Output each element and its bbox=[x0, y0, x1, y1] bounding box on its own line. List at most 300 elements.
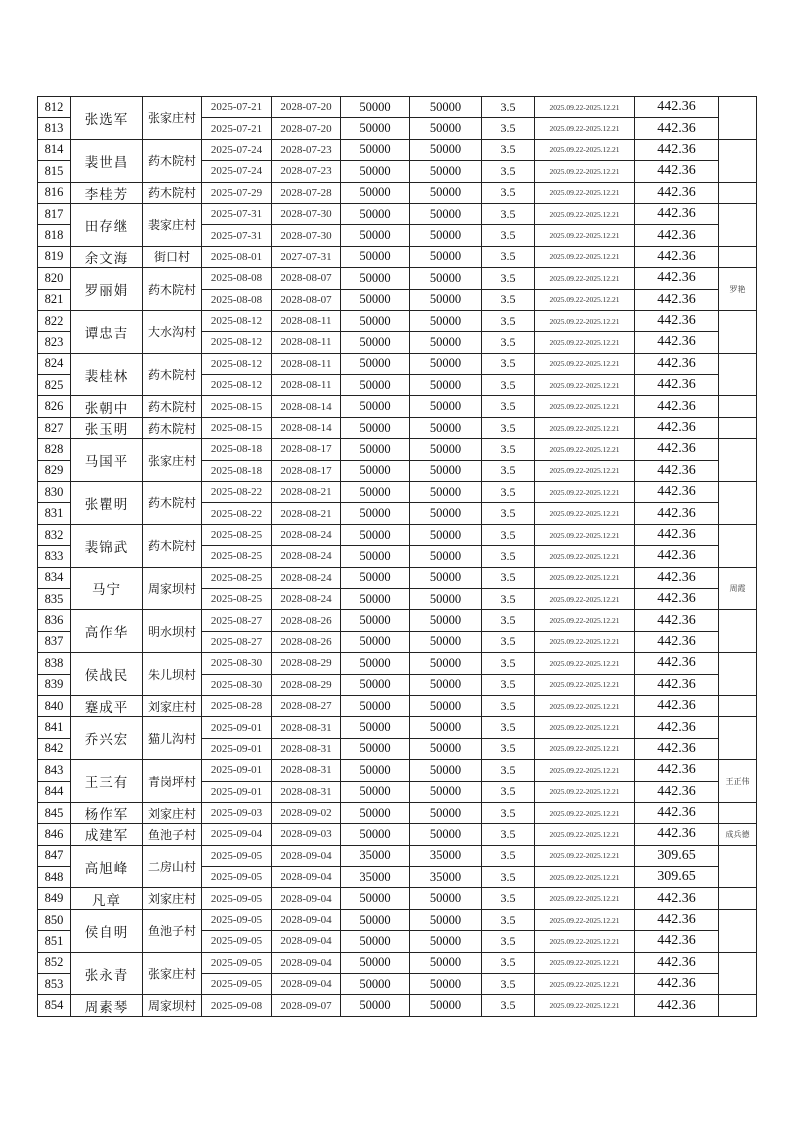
end-date: 2028-08-26 bbox=[272, 631, 341, 652]
village-name: 二房山村 bbox=[143, 845, 202, 888]
end-date: 2028-09-03 bbox=[272, 824, 341, 845]
start-date: 2025-09-01 bbox=[202, 738, 272, 759]
borrower-name: 田存继 bbox=[71, 203, 143, 246]
interest-rate: 3.5 bbox=[482, 717, 535, 738]
interest-period: 2025.09.22-2025.12.21 bbox=[535, 674, 635, 695]
start-date: 2025-09-05 bbox=[202, 909, 272, 930]
end-date: 2028-09-04 bbox=[272, 845, 341, 866]
interest-period: 2025.09.22-2025.12.21 bbox=[535, 631, 635, 652]
loan-amount: 50000 bbox=[341, 888, 410, 909]
loan-amount: 35000 bbox=[341, 845, 410, 866]
interest-rate: 3.5 bbox=[482, 482, 535, 503]
borrower-name: 周素琴 bbox=[71, 995, 143, 1016]
remark-note bbox=[719, 310, 757, 353]
interest-rate: 3.5 bbox=[482, 631, 535, 652]
loan-amount: 50000 bbox=[341, 717, 410, 738]
loan-amount: 50000 bbox=[341, 909, 410, 930]
table-row bbox=[38, 952, 757, 973]
interest-period: 2025.09.22-2025.12.21 bbox=[535, 268, 635, 289]
loan-amount: 50000 bbox=[341, 417, 410, 438]
loan-balance: 50000 bbox=[410, 760, 482, 781]
interest-rate: 3.5 bbox=[482, 588, 535, 609]
loan-amount: 50000 bbox=[341, 246, 410, 267]
row-number: 842 bbox=[38, 738, 71, 759]
interest-period: 2025.09.22-2025.12.21 bbox=[535, 482, 635, 503]
table-row bbox=[38, 246, 757, 267]
start-date: 2025-09-05 bbox=[202, 845, 272, 866]
interest-period: 2025.09.22-2025.12.21 bbox=[535, 439, 635, 460]
end-date: 2028-08-31 bbox=[272, 717, 341, 738]
loan-balance: 50000 bbox=[410, 524, 482, 545]
interest-amount: 442.36 bbox=[635, 674, 719, 695]
interest-amount: 442.36 bbox=[635, 781, 719, 802]
interest-period: 2025.09.22-2025.12.21 bbox=[535, 824, 635, 845]
borrower-name: 裴桂林 bbox=[71, 353, 143, 396]
start-date: 2025-08-22 bbox=[202, 503, 272, 524]
loan-amount: 50000 bbox=[341, 695, 410, 716]
start-date: 2025-09-05 bbox=[202, 867, 272, 888]
loan-balance: 50000 bbox=[410, 610, 482, 631]
interest-period: 2025.09.22-2025.12.21 bbox=[535, 867, 635, 888]
interest-amount: 442.36 bbox=[635, 738, 719, 759]
borrower-name: 罗丽娟 bbox=[71, 268, 143, 311]
start-date: 2025-09-01 bbox=[202, 760, 272, 781]
loan-amount: 50000 bbox=[341, 995, 410, 1016]
village-name: 青岗坪村 bbox=[143, 760, 202, 803]
loan-balance: 50000 bbox=[410, 310, 482, 331]
interest-rate: 3.5 bbox=[482, 268, 535, 289]
interest-period: 2025.09.22-2025.12.21 bbox=[535, 289, 635, 310]
row-number: 829 bbox=[38, 460, 71, 481]
start-date: 2025-08-08 bbox=[202, 289, 272, 310]
interest-amount: 442.36 bbox=[635, 610, 719, 631]
village-name: 药木院村 bbox=[143, 268, 202, 311]
end-date: 2028-08-26 bbox=[272, 610, 341, 631]
row-number: 851 bbox=[38, 931, 71, 952]
interest-rate: 3.5 bbox=[482, 332, 535, 353]
interest-period: 2025.09.22-2025.12.21 bbox=[535, 931, 635, 952]
row-number: 839 bbox=[38, 674, 71, 695]
table-row bbox=[38, 909, 757, 930]
end-date: 2028-08-29 bbox=[272, 653, 341, 674]
borrower-name: 李桂芳 bbox=[71, 182, 143, 203]
loan-amount: 50000 bbox=[341, 289, 410, 310]
interest-period: 2025.09.22-2025.12.21 bbox=[535, 995, 635, 1016]
village-name: 刘家庄村 bbox=[143, 695, 202, 716]
loan-balance: 50000 bbox=[410, 588, 482, 609]
borrower-name: 张永青 bbox=[71, 952, 143, 995]
row-number: 817 bbox=[38, 203, 71, 224]
village-name: 周家坝村 bbox=[143, 567, 202, 610]
interest-amount: 442.36 bbox=[635, 225, 719, 246]
interest-period: 2025.09.22-2025.12.21 bbox=[535, 717, 635, 738]
row-number: 852 bbox=[38, 952, 71, 973]
interest-period: 2025.09.22-2025.12.21 bbox=[535, 246, 635, 267]
interest-period: 2025.09.22-2025.12.21 bbox=[535, 974, 635, 995]
loan-amount: 50000 bbox=[341, 332, 410, 353]
end-date: 2028-09-04 bbox=[272, 952, 341, 973]
village-name: 裴家庄村 bbox=[143, 203, 202, 246]
end-date: 2028-08-31 bbox=[272, 781, 341, 802]
start-date: 2025-08-22 bbox=[202, 482, 272, 503]
table-row bbox=[38, 482, 757, 503]
borrower-name: 乔兴宏 bbox=[71, 717, 143, 760]
loan-balance: 50000 bbox=[410, 268, 482, 289]
end-date: 2028-08-24 bbox=[272, 524, 341, 545]
borrower-name: 蹇成平 bbox=[71, 695, 143, 716]
interest-amount: 442.36 bbox=[635, 952, 719, 973]
row-number: 813 bbox=[38, 118, 71, 139]
interest-amount: 442.36 bbox=[635, 353, 719, 374]
table-row bbox=[38, 845, 757, 866]
village-name: 明水坝村 bbox=[143, 610, 202, 653]
interest-period: 2025.09.22-2025.12.21 bbox=[535, 952, 635, 973]
interest-rate: 3.5 bbox=[482, 460, 535, 481]
row-number: 830 bbox=[38, 482, 71, 503]
end-date: 2028-09-04 bbox=[272, 888, 341, 909]
interest-rate: 3.5 bbox=[482, 310, 535, 331]
interest-amount: 309.65 bbox=[635, 867, 719, 888]
loan-amount: 50000 bbox=[341, 824, 410, 845]
start-date: 2025-08-30 bbox=[202, 653, 272, 674]
interest-amount: 442.36 bbox=[635, 97, 719, 118]
table-row bbox=[38, 653, 757, 674]
interest-period: 2025.09.22-2025.12.21 bbox=[535, 97, 635, 118]
interest-period: 2025.09.22-2025.12.21 bbox=[535, 310, 635, 331]
loan-amount: 50000 bbox=[341, 139, 410, 160]
end-date: 2028-08-24 bbox=[272, 588, 341, 609]
village-name: 大水沟村 bbox=[143, 310, 202, 353]
start-date: 2025-07-31 bbox=[202, 203, 272, 224]
interest-rate: 3.5 bbox=[482, 118, 535, 139]
village-name: 药木院村 bbox=[143, 482, 202, 525]
start-date: 2025-09-01 bbox=[202, 781, 272, 802]
table-row bbox=[38, 610, 757, 631]
remark-note bbox=[719, 182, 757, 203]
village-name: 猫儿沟村 bbox=[143, 717, 202, 760]
interest-rate: 3.5 bbox=[482, 439, 535, 460]
start-date: 2025-09-08 bbox=[202, 995, 272, 1016]
interest-amount: 442.36 bbox=[635, 760, 719, 781]
remark-note bbox=[719, 246, 757, 267]
loan-interest-table bbox=[37, 96, 757, 1017]
borrower-name: 余文海 bbox=[71, 246, 143, 267]
end-date: 2028-08-29 bbox=[272, 674, 341, 695]
village-name: 鱼池子村 bbox=[143, 824, 202, 845]
remark-note bbox=[719, 439, 757, 482]
interest-period: 2025.09.22-2025.12.21 bbox=[535, 781, 635, 802]
table-row bbox=[38, 139, 757, 160]
loan-balance: 50000 bbox=[410, 567, 482, 588]
interest-amount: 442.36 bbox=[635, 588, 719, 609]
loan-balance: 35000 bbox=[410, 845, 482, 866]
interest-period: 2025.09.22-2025.12.21 bbox=[535, 695, 635, 716]
start-date: 2025-07-24 bbox=[202, 161, 272, 182]
loan-balance: 50000 bbox=[410, 674, 482, 695]
loan-balance: 50000 bbox=[410, 439, 482, 460]
loan-amount: 50000 bbox=[341, 653, 410, 674]
row-number: 818 bbox=[38, 225, 71, 246]
loan-amount: 50000 bbox=[341, 524, 410, 545]
interest-rate: 3.5 bbox=[482, 674, 535, 695]
loan-amount: 50000 bbox=[341, 439, 410, 460]
interest-amount: 442.36 bbox=[635, 631, 719, 652]
start-date: 2025-09-03 bbox=[202, 802, 272, 823]
loan-balance: 50000 bbox=[410, 952, 482, 973]
row-number: 841 bbox=[38, 717, 71, 738]
loan-balance: 50000 bbox=[410, 246, 482, 267]
interest-amount: 442.36 bbox=[635, 289, 719, 310]
start-date: 2025-08-28 bbox=[202, 695, 272, 716]
end-date: 2028-07-23 bbox=[272, 139, 341, 160]
start-date: 2025-09-05 bbox=[202, 974, 272, 995]
start-date: 2025-08-12 bbox=[202, 353, 272, 374]
interest-period: 2025.09.22-2025.12.21 bbox=[535, 610, 635, 631]
loan-balance: 50000 bbox=[410, 460, 482, 481]
village-name: 鱼池子村 bbox=[143, 909, 202, 952]
interest-period: 2025.09.22-2025.12.21 bbox=[535, 845, 635, 866]
end-date: 2028-08-11 bbox=[272, 353, 341, 374]
interest-period: 2025.09.22-2025.12.21 bbox=[535, 332, 635, 353]
interest-period: 2025.09.22-2025.12.21 bbox=[535, 417, 635, 438]
interest-amount: 442.36 bbox=[635, 268, 719, 289]
interest-rate: 3.5 bbox=[482, 396, 535, 417]
start-date: 2025-09-05 bbox=[202, 952, 272, 973]
start-date: 2025-08-25 bbox=[202, 546, 272, 567]
table-row bbox=[38, 417, 757, 438]
village-name: 药木院村 bbox=[143, 353, 202, 396]
start-date: 2025-08-01 bbox=[202, 246, 272, 267]
row-number: 837 bbox=[38, 631, 71, 652]
village-name: 药木院村 bbox=[143, 139, 202, 182]
loan-balance: 50000 bbox=[410, 118, 482, 139]
end-date: 2028-09-07 bbox=[272, 995, 341, 1016]
village-name: 刘家庄村 bbox=[143, 888, 202, 909]
table-row bbox=[38, 695, 757, 716]
interest-rate: 3.5 bbox=[482, 610, 535, 631]
loan-amount: 50000 bbox=[341, 631, 410, 652]
table-row bbox=[38, 760, 757, 781]
interest-rate: 3.5 bbox=[482, 503, 535, 524]
interest-amount: 442.36 bbox=[635, 931, 719, 952]
interest-period: 2025.09.22-2025.12.21 bbox=[535, 909, 635, 930]
loan-balance: 50000 bbox=[410, 695, 482, 716]
start-date: 2025-08-12 bbox=[202, 310, 272, 331]
loan-amount: 50000 bbox=[341, 268, 410, 289]
loan-amount: 50000 bbox=[341, 674, 410, 695]
row-number: 827 bbox=[38, 417, 71, 438]
table-row bbox=[38, 824, 757, 845]
loan-amount: 50000 bbox=[341, 161, 410, 182]
loan-balance: 50000 bbox=[410, 417, 482, 438]
loan-amount: 50000 bbox=[341, 974, 410, 995]
interest-amount: 442.36 bbox=[635, 888, 719, 909]
row-number: 831 bbox=[38, 503, 71, 524]
interest-rate: 3.5 bbox=[482, 888, 535, 909]
end-date: 2028-07-20 bbox=[272, 97, 341, 118]
row-number: 812 bbox=[38, 97, 71, 118]
interest-rate: 3.5 bbox=[482, 161, 535, 182]
end-date: 2028-09-04 bbox=[272, 931, 341, 952]
loan-amount: 50000 bbox=[341, 610, 410, 631]
end-date: 2028-08-17 bbox=[272, 439, 341, 460]
interest-rate: 3.5 bbox=[482, 375, 535, 396]
loan-balance: 50000 bbox=[410, 802, 482, 823]
end-date: 2028-08-24 bbox=[272, 546, 341, 567]
end-date: 2028-08-21 bbox=[272, 482, 341, 503]
interest-rate: 3.5 bbox=[482, 952, 535, 973]
table-row bbox=[38, 567, 757, 588]
loan-amount: 50000 bbox=[341, 482, 410, 503]
interest-period: 2025.09.22-2025.12.21 bbox=[535, 888, 635, 909]
remark-note bbox=[719, 995, 757, 1016]
loan-amount: 50000 bbox=[341, 310, 410, 331]
loan-amount: 50000 bbox=[341, 375, 410, 396]
loan-amount: 50000 bbox=[341, 460, 410, 481]
village-name: 张家庄村 bbox=[143, 952, 202, 995]
interest-amount: 442.36 bbox=[635, 995, 719, 1016]
loan-amount: 50000 bbox=[341, 203, 410, 224]
interest-amount: 442.36 bbox=[635, 246, 719, 267]
loan-amount: 50000 bbox=[341, 182, 410, 203]
row-number: 833 bbox=[38, 546, 71, 567]
remark-note bbox=[719, 524, 757, 567]
end-date: 2028-07-20 bbox=[272, 118, 341, 139]
borrower-name: 成建军 bbox=[71, 824, 143, 845]
row-number: 844 bbox=[38, 781, 71, 802]
remark-note bbox=[719, 695, 757, 716]
interest-amount: 442.36 bbox=[635, 182, 719, 203]
row-number: 814 bbox=[38, 139, 71, 160]
table-body bbox=[38, 97, 757, 1017]
loan-balance: 50000 bbox=[410, 824, 482, 845]
loan-balance: 50000 bbox=[410, 888, 482, 909]
table-row bbox=[38, 268, 757, 289]
interest-amount: 442.36 bbox=[635, 802, 719, 823]
borrower-name: 王三有 bbox=[71, 760, 143, 803]
start-date: 2025-07-29 bbox=[202, 182, 272, 203]
interest-rate: 3.5 bbox=[482, 139, 535, 160]
loan-balance: 50000 bbox=[410, 353, 482, 374]
start-date: 2025-08-12 bbox=[202, 332, 272, 353]
interest-amount: 442.36 bbox=[635, 375, 719, 396]
interest-rate: 3.5 bbox=[482, 225, 535, 246]
village-name: 药木院村 bbox=[143, 396, 202, 417]
loan-amount: 50000 bbox=[341, 225, 410, 246]
loan-balance: 50000 bbox=[410, 546, 482, 567]
row-number: 832 bbox=[38, 524, 71, 545]
end-date: 2028-09-04 bbox=[272, 909, 341, 930]
table-row bbox=[38, 182, 757, 203]
remark-note: 罗艳 bbox=[719, 268, 757, 311]
start-date: 2025-08-15 bbox=[202, 396, 272, 417]
interest-rate: 3.5 bbox=[482, 824, 535, 845]
start-date: 2025-08-27 bbox=[202, 610, 272, 631]
loan-balance: 50000 bbox=[410, 781, 482, 802]
interest-period: 2025.09.22-2025.12.21 bbox=[535, 802, 635, 823]
interest-period: 2025.09.22-2025.12.21 bbox=[535, 567, 635, 588]
interest-rate: 3.5 bbox=[482, 695, 535, 716]
interest-rate: 3.5 bbox=[482, 653, 535, 674]
start-date: 2025-08-30 bbox=[202, 674, 272, 695]
end-date: 2028-07-28 bbox=[272, 182, 341, 203]
row-number: 823 bbox=[38, 332, 71, 353]
start-date: 2025-07-21 bbox=[202, 97, 272, 118]
table-row bbox=[38, 888, 757, 909]
interest-amount: 442.36 bbox=[635, 118, 719, 139]
remark-note bbox=[719, 802, 757, 823]
village-name: 张家庄村 bbox=[143, 439, 202, 482]
loan-amount: 50000 bbox=[341, 931, 410, 952]
borrower-name: 张朝中 bbox=[71, 396, 143, 417]
end-date: 2028-07-23 bbox=[272, 161, 341, 182]
remark-note: 周霞 bbox=[719, 567, 757, 610]
interest-rate: 3.5 bbox=[482, 182, 535, 203]
borrower-name: 裴世昌 bbox=[71, 139, 143, 182]
remark-note bbox=[719, 97, 757, 140]
table-row bbox=[38, 353, 757, 374]
row-number: 838 bbox=[38, 653, 71, 674]
interest-period: 2025.09.22-2025.12.21 bbox=[535, 546, 635, 567]
loan-balance: 50000 bbox=[410, 332, 482, 353]
interest-amount: 442.36 bbox=[635, 310, 719, 331]
end-date: 2028-08-07 bbox=[272, 289, 341, 310]
loan-balance: 50000 bbox=[410, 139, 482, 160]
remark-note: 王正伟 bbox=[719, 760, 757, 803]
row-number: 849 bbox=[38, 888, 71, 909]
start-date: 2025-08-25 bbox=[202, 567, 272, 588]
loan-amount: 50000 bbox=[341, 567, 410, 588]
remark-note bbox=[719, 610, 757, 653]
interest-period: 2025.09.22-2025.12.21 bbox=[535, 182, 635, 203]
interest-period: 2025.09.22-2025.12.21 bbox=[535, 503, 635, 524]
loan-amount: 50000 bbox=[341, 503, 410, 524]
loan-amount: 50000 bbox=[341, 546, 410, 567]
end-date: 2028-08-11 bbox=[272, 375, 341, 396]
loan-balance: 50000 bbox=[410, 182, 482, 203]
interest-amount: 442.36 bbox=[635, 824, 719, 845]
interest-period: 2025.09.22-2025.12.21 bbox=[535, 760, 635, 781]
borrower-name: 张玉明 bbox=[71, 417, 143, 438]
start-date: 2025-09-04 bbox=[202, 824, 272, 845]
loan-balance: 50000 bbox=[410, 503, 482, 524]
interest-amount: 442.36 bbox=[635, 161, 719, 182]
remark-note bbox=[719, 653, 757, 696]
start-date: 2025-08-08 bbox=[202, 268, 272, 289]
row-number: 845 bbox=[38, 802, 71, 823]
end-date: 2028-09-04 bbox=[272, 867, 341, 888]
interest-period: 2025.09.22-2025.12.21 bbox=[535, 161, 635, 182]
interest-rate: 3.5 bbox=[482, 417, 535, 438]
interest-rate: 3.5 bbox=[482, 760, 535, 781]
end-date: 2028-07-30 bbox=[272, 225, 341, 246]
row-number: 836 bbox=[38, 610, 71, 631]
remark-note bbox=[719, 396, 757, 417]
loan-balance: 50000 bbox=[410, 995, 482, 1016]
interest-rate: 3.5 bbox=[482, 845, 535, 866]
end-date: 2028-08-07 bbox=[272, 268, 341, 289]
interest-amount: 442.36 bbox=[635, 567, 719, 588]
row-number: 854 bbox=[38, 995, 71, 1016]
remark-note bbox=[719, 888, 757, 909]
loan-balance: 50000 bbox=[410, 653, 482, 674]
interest-amount: 442.36 bbox=[635, 974, 719, 995]
village-name: 药木院村 bbox=[143, 417, 202, 438]
interest-rate: 3.5 bbox=[482, 353, 535, 374]
borrower-name: 谭忠吉 bbox=[71, 310, 143, 353]
loan-amount: 50000 bbox=[341, 588, 410, 609]
loan-balance: 50000 bbox=[410, 161, 482, 182]
